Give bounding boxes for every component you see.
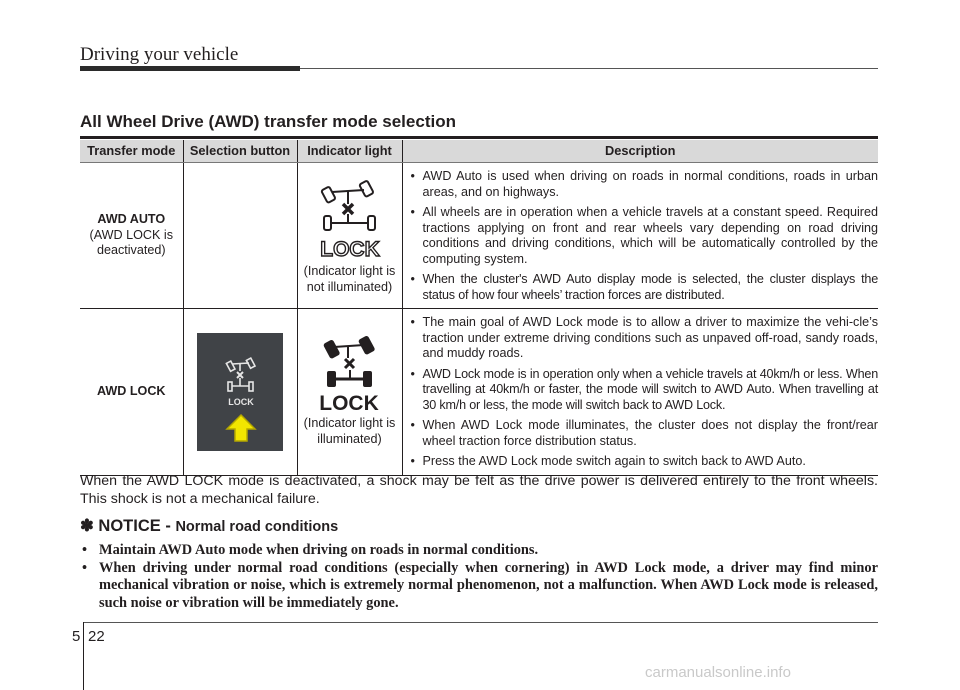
notice-symbol: ✽: [80, 517, 94, 535]
indicator-lock-text: LOCK: [319, 238, 380, 261]
footer-divider: [83, 622, 84, 690]
list-item: • AWD Auto is used when driving on roads in normal conditions, roads in urban areas, and on highways.: [411, 169, 879, 200]
awd-outline-icon: [318, 176, 382, 262]
list-item: • Maintain AWD Auto mode when driving on roads in normal conditions.: [80, 542, 878, 560]
column-header-description: Description: [402, 140, 878, 163]
notice-label: NOTICE -: [98, 517, 171, 535]
list-item: • When AWD Lock mode illuminates, the cluster does not display the front/rear wheel traction force distribution status.: [411, 418, 879, 449]
table-top-rule: [80, 136, 878, 139]
watermark: carmanualsonline.info: [645, 664, 791, 681]
mode-note: (AWD LOCK is deactivated): [89, 227, 173, 258]
description-list: [403, 309, 879, 470]
mode-name: AWD LOCK: [96, 384, 166, 398]
awd-lock-button-panel: [197, 333, 283, 451]
awd-button-icon: [197, 333, 283, 451]
header-bar: [80, 66, 300, 71]
awd-mode-table: [80, 140, 878, 476]
description-cell: [402, 163, 878, 309]
indicator-light-cell: [297, 309, 402, 476]
indicator-caption: (Indicator light is not illuminated): [303, 264, 396, 294]
column-header-selection-button: Selection button: [183, 140, 297, 163]
selection-button-cell-empty: [183, 163, 297, 309]
button-lock-text: LOCK: [228, 396, 254, 407]
header-rule: [300, 68, 878, 69]
list-item: • AWD Lock mode is in operation only when a vehicle travels at 40km/h or less. When travelling at 40km/h or faster, the mode will switch to AWD Auto. When travelling at 30 km/h or less, the mode will switch back to AWD Lock.: [411, 367, 879, 414]
list-item: • All wheels are in operation when a vehicle travels at a constant speed. Required tractions applying on front and rear wheels vary depending on road driving conditions and driving conditions, which will be automatically controlled by the computing system.: [411, 205, 879, 267]
footer-rule: [83, 622, 878, 623]
body-paragraph: When the AWD LOCK mode is deactivated, a shock may be felt as the drive power is delivered entirely to the front wheels. This shock is not a mechanical failure.: [80, 473, 878, 507]
page-number: 22: [88, 628, 105, 645]
list-item: • Press the AWD Lock mode switch again to switch back to AWD Auto.: [411, 454, 879, 470]
column-header-transfer-mode: Transfer mode: [80, 140, 183, 163]
notice-list: [80, 542, 878, 612]
transfer-mode-cell: [80, 163, 183, 309]
notice-subtitle: Normal road conditions: [175, 519, 339, 535]
indicator-caption: (Indicator light is illuminated): [303, 416, 396, 446]
description-cell: [402, 309, 878, 476]
indicator-light-cell: [297, 163, 402, 309]
arrow-up-icon: [227, 415, 255, 441]
page-header-title: Driving your vehicle: [80, 44, 239, 65]
notice-heading: [80, 516, 338, 536]
section-number: 5: [72, 628, 81, 645]
table-row-awd-auto: [80, 163, 878, 309]
list-item: • When driving under normal road conditions (especially when cornering) in AWD Lock mode, a driver may find minor mechanical vibration or noise, which is extremely normal phenomenon, not a malfunction. When AWD Lock mode is released, such noise or vibration will be immediately gone.: [80, 560, 878, 613]
list-item: • When the cluster's AWD Auto display mode is selected, the cluster displays the status of how four wheels’ traction forces are distributed.: [411, 272, 879, 303]
mode-name: AWD AUTO: [97, 212, 166, 227]
table-row-awd-lock: [80, 309, 878, 476]
table-header-row: [80, 140, 878, 163]
list-item: • The main goal of AWD Lock mode is to allow a driver to maximize the vehi-cle’s traction under extreme driving conditions such as unpaved off-road, sandy roads, and muddy roads.: [411, 315, 879, 362]
awd-solid-icon: [318, 336, 382, 414]
description-list: [403, 163, 879, 303]
indicator-lock-text: LOCK: [318, 392, 379, 415]
selection-button-cell: [183, 309, 297, 476]
transfer-mode-cell: [80, 309, 183, 476]
column-header-indicator-light: Indicator light: [297, 140, 402, 163]
section-title: All Wheel Drive (AWD) transfer mode selection: [80, 112, 456, 131]
